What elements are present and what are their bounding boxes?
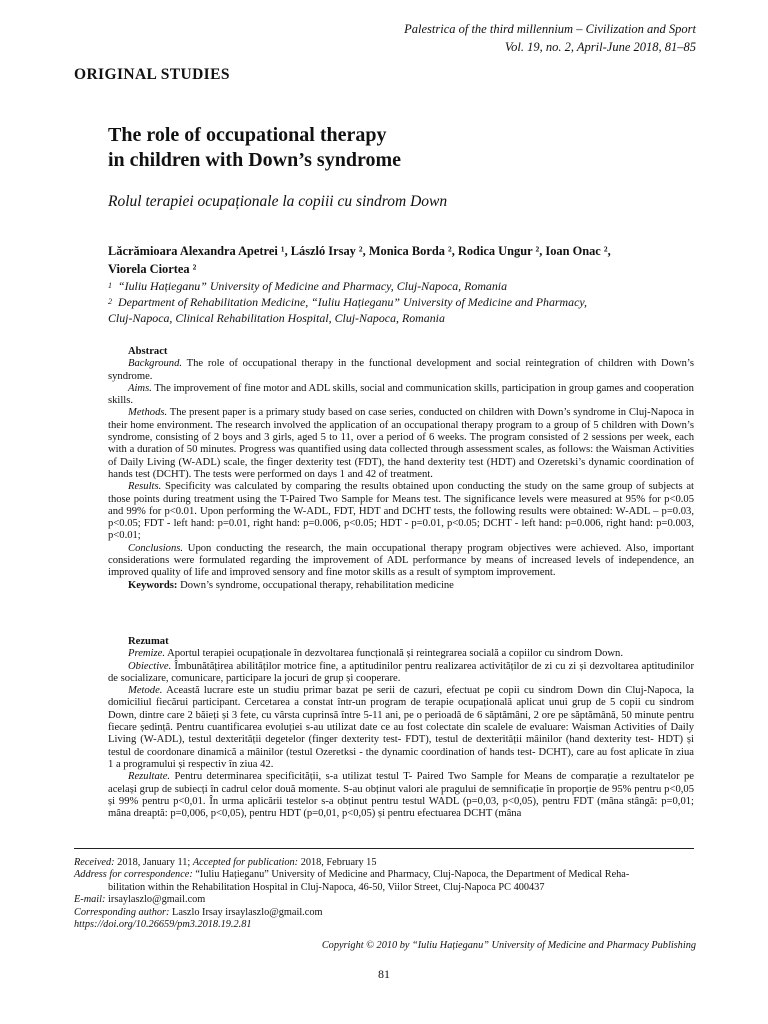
rezumat-premise (108, 648, 694, 660)
affiliation-1 (108, 278, 708, 294)
email-label: E-mail: (74, 894, 106, 906)
rezultate-text: Pentru determinarea specificității, s-a utilizat testul T- Paired Two Sample for Means de comparație a rezultatelor pe același grup de subiecți în cadrul celor două momente. S-au obținut valori ale pragului de semnificație în proporție de 95% pentru p<0,05 și 99% pentru p<0,01. În urma aplicării testelor s-a obținut pentru testul WADL (p=0,03, p<0,05), pentru FDT (mâna stângă: p=0,01; mâna dreaptă: p=0,006, p<0,05), pentru HDT (p=0,01, p<0,05) și pentru efectuarea DCHT (mâna (108, 771, 694, 820)
received-date: 2018, January 11; (117, 857, 191, 868)
article-title (108, 123, 668, 173)
metode-label: Metode. (128, 685, 163, 697)
corresponding-label: Corresponding author: (74, 906, 170, 918)
accepted-label: Accepted for publication: (192, 857, 299, 868)
footnote-divider (74, 848, 694, 849)
affiliation-1-number: 1 (108, 281, 112, 290)
address-text: “Iuliu Hațieganu” University of Medicine and Pharmacy, Cluj-Napoca, the Department of Medical Reha- (195, 869, 630, 881)
conclusions-label: Conclusions. (128, 542, 184, 554)
rezumat-heading: Rezumat (128, 636, 169, 647)
journal-name: Palestrica of the third millennium – Civilization and Sport (404, 22, 696, 36)
background-text: The role of occupational therapy in the functional development and social reintegration of children with Down’s syndrome. (108, 358, 694, 382)
results-label: Results. (128, 481, 162, 493)
rezumat-obiective (108, 661, 694, 686)
obiective-label: Obiective. (128, 660, 172, 672)
aims-label: Aims. (128, 382, 152, 394)
journal-volume: Vol. 19, no. 2, April-June 2018, 81–85 (504, 40, 696, 54)
abstract-heading: Abstract (128, 346, 168, 357)
methods-label: Methods. (128, 407, 168, 419)
received-line (74, 857, 694, 869)
abstract-methods (108, 407, 694, 481)
results-text: Specificity was calculated by comparing the results obtained upon conducting the study on the same group of subjects at those points during treatment using the T-Paired Two Sample for Means test. The significance levels were measured at 95% for p<0.05 and 99% for p<0.01. Upon performing the W-ADL, FDT, HDT and DCHT tests, the following results were obtained: W-ADL – p=0.03, p<0.05; FDT - left hand: p=0.01, right hand: p=0.006, p<0.05; HDT - p=0.01, p<0.05; DCHT - left hand: p=0.006, right hand: p=0.003, p<0.01; (108, 481, 694, 542)
rezumat-metode (108, 685, 694, 771)
premise-label: Premize. (128, 648, 165, 660)
abstract-results (108, 481, 694, 542)
footnotes (74, 857, 694, 931)
corresponding-author: Laszlo Irsay irsaylaszlo@gmail.com (172, 906, 323, 918)
rezultate-label: Rezultate. (128, 771, 171, 783)
page-number: 81 (378, 967, 390, 981)
article-subtitle: Rolul terapiei ocupaționale la copiii cu sindrom Down (108, 193, 448, 210)
journal-header (404, 20, 696, 56)
section-label: ORIGINAL STUDIES (74, 66, 230, 83)
methods-text: The present paper is a primary study based on case series, conducted on children with Down’s syndrome in Cluj-Napoca in their home environment. The research involved the application of an occupational therapy program to a group of 5 children with Down’s syndrome, consisting of 2 boys and 3 girls, aged 5 to 11, over a period of 6 weeks. The program consisted of 2 sessions per week, each with a duration of 50 minutes. Progress was quantified using data collected through assessment scales, as follows: the Waisman Activities of Daily Living (W-ADL) scale, the finger dexterity test (FDT), the hand dexterity test (HDT) and Ozeretski’s dynamic coordination of hands test (DCHT). The tests were performed on days 1 and 42 of treatment. (108, 407, 694, 480)
abstract-background (108, 358, 694, 383)
author-list (108, 242, 708, 278)
doi-link[interactable]: https://doi.org/10.26659/pm3.2018.19.2.81 (74, 919, 252, 931)
email-line (74, 894, 694, 906)
title-line-2: in children with Down’s syndrome (108, 149, 402, 171)
metode-text: Această lucrare este un studiu primar bazat pe serii de cazuri, efectuat pe copii cu sindrom Down din Cluj-Napoca, la domiciliul fiecărui participant. Cercetarea a constat într-un program de terapie ocupațională aplicat unui grup de 5 copii cu sindrom Down, dintre care 2 băieți și 3 fete, cu vârsta cuprinsă între 5-11 ani, pe o perioadă de 6 săptămâni, 2 ore pe săptămână, 50 minute pentru fiecare ședință. Pentru cuantificarea evoluției s-au utilizat date ce au fost colectate din scalele de evaluare: Waisman Activities of Daily Living (W-ADL), testul dexterității degetelor (finger dexterity test- FDT), testul de dexterității mâinilor (hand dexterity test- HDT) și testul de coordonare dinamică a mâinilor (testul Ozeretksi - the dynamic coordination of hands test- DCHT), care au fost aplicate în ziua 1 a programului și respectiv în ziua 42. (108, 685, 694, 770)
premise-text: Aportul terapiei ocupaționale în dezvoltarea funcțională și reintegrarea socială a copiilor cu sindrom Down. (167, 648, 624, 660)
accepted-date: 2018, February 15 (300, 857, 377, 868)
address-continued: bilitation within the Rehabilitation Hospital in Cluj-Napoca, 46-50, Viilor Street, Cluj-Napoca PC 400437 (108, 881, 545, 893)
corresponding-line (74, 907, 694, 919)
copyright-notice: Copyright © 2010 by “Iuliu Hațieganu” University of Medicine and Pharmacy Publishing (321, 940, 696, 951)
affiliation-2 (108, 294, 708, 310)
affiliation-2-number: 2 (108, 297, 112, 306)
background-label: Background. (128, 358, 183, 370)
obiective-text: Îmbunătățirea abilităților motrice fine, a aptitudinilor pentru realizarea activităților de zi cu zi și dezvoltarea aptitudinilor de socializare, comunicare, participare la jocuri de grup și cooperare. (108, 660, 694, 684)
abstract-conclusions (108, 543, 694, 580)
abstract-keywords (108, 580, 694, 592)
affiliation-2-continued: Cluj-Napoca, Clinical Rehabilitation Hospital, Cluj-Napoca, Romania (108, 311, 445, 325)
abstract (108, 346, 694, 592)
conclusions-text: Upon conducting the research, the main occupational therapy program objectives were achieved. Also, important considerations were formulated regarding the improvement of ADL performance by means of increased levels of independence, an improved quality of life and improved sensory and fine motor skills as a result of symptom improvement. (108, 542, 694, 579)
authors-line-1: Lăcrămioara Alexandra Apetrei ¹, László Irsay ², Monica Borda ², Rodica Ungur ², Ioan Onac ², (108, 244, 611, 258)
rezumat (108, 636, 694, 820)
keywords-text: Down’s syndrome, occupational therapy, rehabilitation medicine (180, 579, 454, 591)
affiliation-2-text: Department of Rehabilitation Medicine, “Iuliu Hațieganu” University of Medicine and Pharmacy, (118, 295, 587, 309)
keywords-label: Keywords: (128, 579, 178, 591)
aims-text: The improvement of fine motor and ADL skills, social and communication skills, participation in group games and cooperation skills. (108, 382, 694, 407)
address-line (74, 869, 694, 881)
abstract-aims (108, 383, 694, 408)
affiliation-1-text: “Iuliu Hațieganu” University of Medicine and Pharmacy, Cluj-Napoca, Romania (118, 279, 508, 293)
received-label: Received: (74, 857, 115, 868)
rezumat-rezultate (108, 771, 694, 820)
email-address[interactable]: irsaylaszlo@gmail.com (108, 894, 206, 906)
authors-line-2: Viorela Ciortea ² (108, 262, 197, 276)
address-label: Address for correspondence: (74, 869, 193, 881)
affiliations (108, 278, 708, 326)
title-line-1: The role of occupational therapy (108, 124, 387, 146)
